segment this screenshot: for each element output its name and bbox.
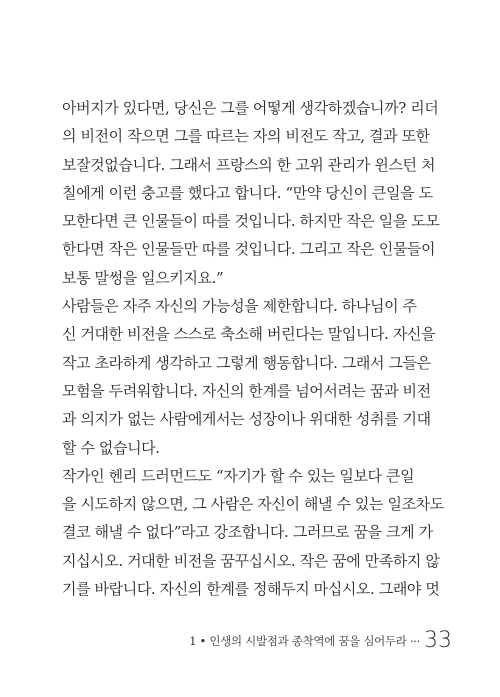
chapter-title: 1 • 인생의 시발점과 종착역에 꿈을 심어두라 ···: [189, 634, 420, 648]
text-line: 과 의지가 없는 사람에게서는 성장이나 위대한 성취를 기대: [62, 410, 431, 429]
text-line: 칠에게 이런 충고를 했다고 합니다. “만약 당신이 큰일을 도: [62, 183, 433, 202]
page-number: 33: [424, 628, 452, 653]
text-line: 을 시도하지 않으면, 그 사람은 자신이 해낼 수 있는 일조차도: [62, 495, 444, 514]
text-line: 모험을 두려워합니다. 자신의 한계를 넘어서려는 꿈과 비전: [62, 381, 431, 400]
text-line: 작고 초라하게 생각하고 그렇게 행동합니다. 그래서 그들은: [62, 353, 431, 372]
text-line: 보통 말썽을 일으키지요.”: [62, 268, 224, 287]
text-line: 결코 해낼 수 없다”라고 강조합니다. 그러므로 꿈을 크게 가: [62, 523, 433, 542]
text-line: 작가인 헨리 드러먼드도 “자기가 할 수 있는 일보다 큰일: [62, 466, 415, 485]
text-line: 지십시오. 거대한 비전을 꿈꾸십시오. 작은 꿈에 만족하지 않: [62, 551, 440, 570]
text-line: 신 거대한 비전을 스스로 축소해 버린다는 말입니다. 자신을: [62, 325, 436, 344]
text-line: 의 비전이 작으면 그를 따르는 자의 비전도 작고, 결과 또한: [62, 127, 430, 146]
text-line: 사람들은 자주 자신의 가능성을 제한합니다. 하나님이 주: [62, 297, 417, 316]
page-footer: [0, 626, 452, 652]
text-line: 아버지가 있다면, 당신은 그를 어떻게 생각하겠습니까? 리더: [62, 99, 439, 117]
text-line: 모한다면 큰 인물들이 따를 것입니다. 하지만 작은 일을 도모: [62, 212, 440, 231]
text-line: 한다면 작은 인물들만 따를 것입니다. 그리고 작은 인물들이: [62, 240, 436, 259]
text-line: 할 수 없습니다.: [62, 438, 160, 457]
text-line: 기를 바랍니다. 자신의 한계를 정해두지 마십시오. 그래야 멋: [62, 580, 440, 599]
body-text: [62, 94, 450, 603]
text-line: 보잘것없습니다. 그래서 프랑스의 한 고위 관리가 윈스턴 처: [62, 155, 436, 174]
